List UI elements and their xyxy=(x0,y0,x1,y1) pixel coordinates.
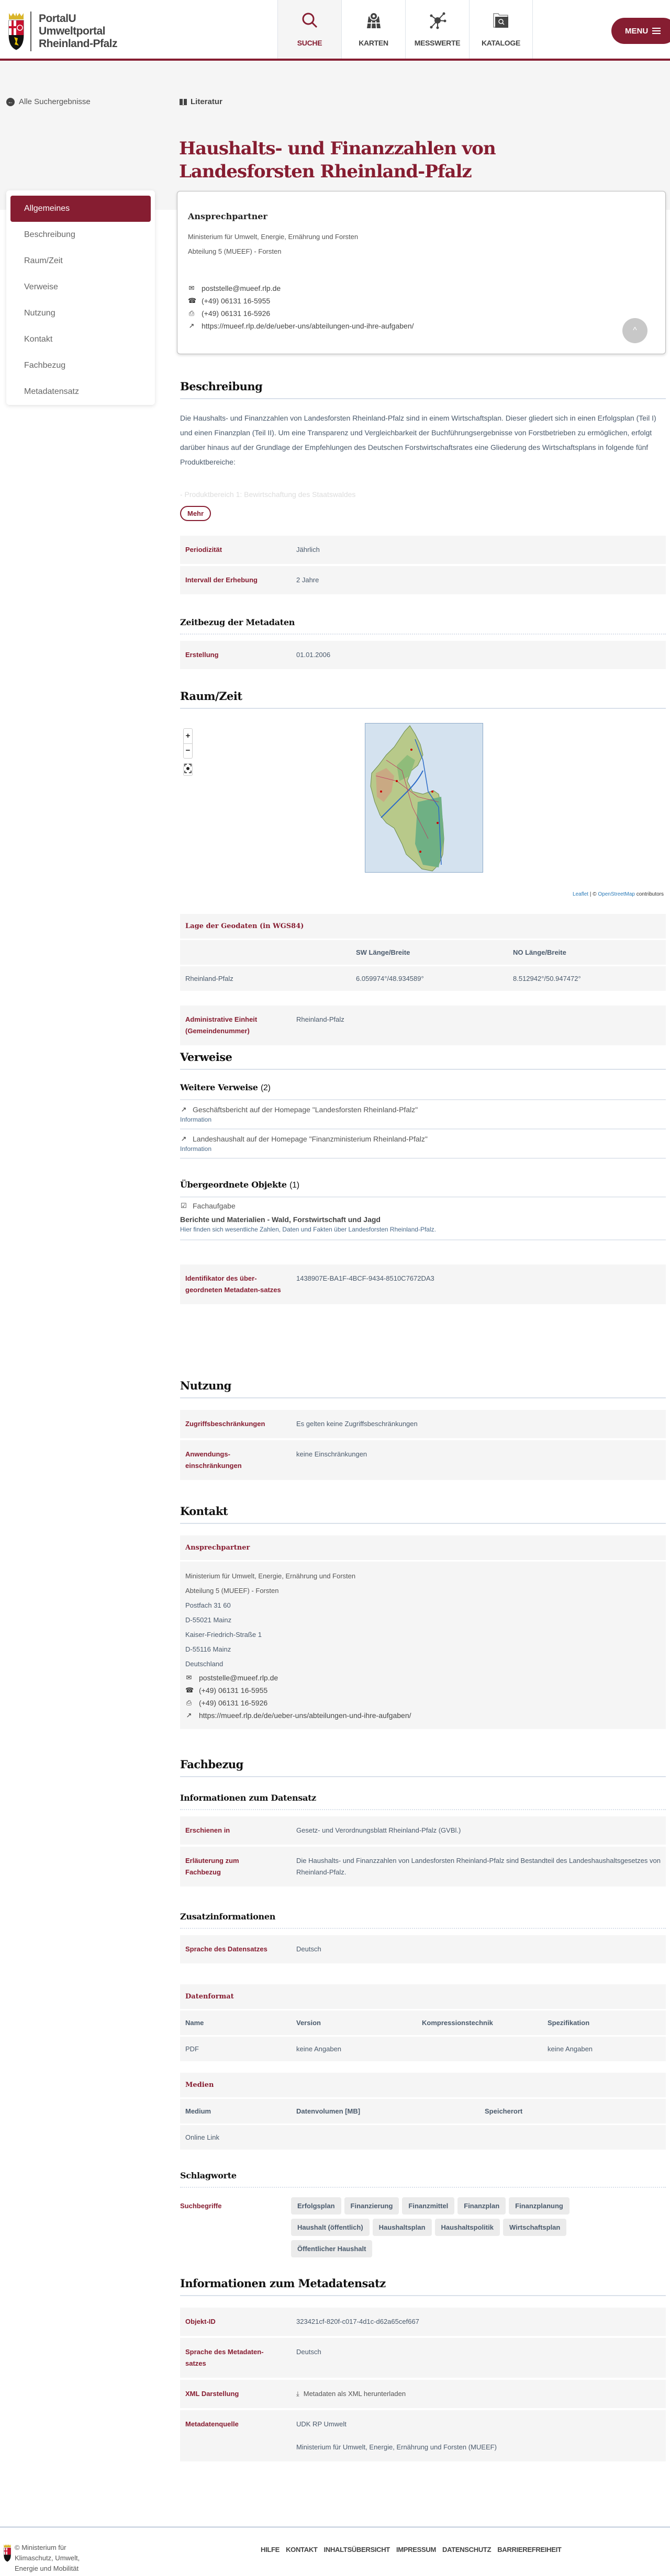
medien-header-row xyxy=(180,2099,666,2123)
heading-beschreibung: Beschreibung xyxy=(180,380,666,399)
logo-line-2: Umweltportal xyxy=(39,25,106,37)
row-label: Erstellung xyxy=(185,651,219,659)
row-label: Zugriffsbeschränkungen xyxy=(185,1420,265,1428)
leaflet-link[interactable]: Leaflet xyxy=(573,891,589,897)
keyword-chip[interactable]: Finanzierung xyxy=(344,2197,399,2215)
keyword-chip[interactable]: Wirtschaftsplan xyxy=(503,2219,566,2236)
geo-no-coords: 8.512942°/50.947472° xyxy=(513,975,581,982)
kontakt-ansprechpartner-heading: Ansprechpartner xyxy=(180,1535,666,1560)
menu-button[interactable] xyxy=(611,18,670,44)
keyword-chip[interactable]: Finanzplanung xyxy=(509,2197,570,2215)
medien-row xyxy=(180,2125,666,2150)
geo-col-no: NO Länge/Breite xyxy=(513,948,566,956)
section-beschreibung xyxy=(180,380,666,671)
cell-kompression xyxy=(422,2045,548,2053)
row-admin-unit xyxy=(180,1005,666,1045)
datenformat-heading: Datenformat xyxy=(180,1984,666,2009)
scroll-to-top-button[interactable] xyxy=(622,318,647,343)
heading-metadatensatz: Informationen zum Metadatensatz xyxy=(180,2277,666,2296)
map-attribution xyxy=(573,891,664,897)
row-label: Anwendungs-einschränkungen xyxy=(185,1450,242,1470)
kontakt-email[interactable] xyxy=(185,1671,661,1684)
heading-fachbezug: Fachbezug xyxy=(180,1758,666,1777)
parent-object-description: Hier finden sich wesentliche Zahlen, Daten und Fakten über Landesforsten Rheinland-Pfalz. xyxy=(180,1226,436,1233)
weitere-verweise-title: Weitere Verweise xyxy=(180,1082,258,1092)
keyword-chip[interactable]: Erfolgsplan xyxy=(291,2197,341,2215)
row-label: Sprache des Metadaten-satzes xyxy=(185,2348,264,2367)
attribution-text: contributors xyxy=(634,891,664,897)
row-value: Deutsch xyxy=(296,1945,321,1953)
nav-messwerte-label: MESSWERTE xyxy=(414,39,461,47)
footer-link-impressum[interactable]: IMPRESSUM xyxy=(396,2546,436,2554)
footer-link-inhaltsuebersicht[interactable]: INHALTSÜBERSICHT xyxy=(323,2546,390,2554)
sidebar-item-fachbezug[interactable]: Fachbezug xyxy=(24,361,66,370)
caret-up-icon: ^ xyxy=(633,326,637,335)
sidebar-item-kontakt[interactable]: Kontakt xyxy=(24,335,53,344)
row-value: UDK RP Umwelt xyxy=(296,2420,347,2428)
external-link-icon: ↗ xyxy=(188,322,195,330)
row-erschienen-in xyxy=(180,1816,666,1845)
medien-heading: Medien xyxy=(180,2073,666,2097)
footer-copyright: © Ministerium für Klimaschutz, Umwelt, Energie und Mobilität xyxy=(15,2544,80,2572)
reference-title: Geschäftsbericht auf der Homepage "Landesforsten Rheinland-Pfalz" xyxy=(193,1105,418,1114)
document-type xyxy=(179,97,222,106)
task-checklist-icon: ☑ xyxy=(181,1202,187,1210)
region-map-image xyxy=(365,723,483,873)
nav-karten[interactable] xyxy=(341,0,405,59)
kontakt-dept: Abteilung 5 (MUEEF) - Forsten xyxy=(185,1587,279,1595)
fax-icon: ⎙ xyxy=(186,1699,192,1707)
datenformat-row xyxy=(180,2037,666,2061)
reference-type: Information xyxy=(180,1116,212,1123)
main-nav xyxy=(277,0,533,59)
external-link-icon: ↗ xyxy=(181,1135,187,1143)
site-header xyxy=(0,0,670,61)
rlp-coat-of-arms-icon xyxy=(3,2543,12,2563)
phone-icon: ☎ xyxy=(188,297,197,304)
kontakt-phone[interactable] xyxy=(185,1684,661,1697)
parent-object-title: Berichte und Materialien - Wald, Forstwirtschaft und Jagd xyxy=(180,1215,381,1224)
kontakt-fax xyxy=(185,1697,661,1709)
kontakt-url[interactable] xyxy=(185,1709,661,1722)
envelope-icon: ✉ xyxy=(186,1674,192,1681)
keyword-chip[interactable]: Haushaltspolitik xyxy=(435,2219,500,2236)
portal-logo[interactable] xyxy=(7,12,117,51)
kontakt-fax-text: (+49) 06131 16-5926 xyxy=(199,1699,268,1707)
keyword-chip[interactable]: Haushaltsplan xyxy=(373,2219,432,2236)
book-icon xyxy=(179,98,187,106)
row-anwendungseinschraenkungen xyxy=(180,1440,666,1480)
row-metadatenquelle xyxy=(180,2410,666,2461)
footer-link-barrierefreiheit[interactable]: BARRIEREFREIHEIT xyxy=(497,2546,562,2554)
keywords-row xyxy=(180,2197,666,2257)
footer-link-hilfe[interactable]: HILFE xyxy=(261,2546,280,2554)
section-raum-zeit xyxy=(180,690,666,1047)
row-label: Sprache des Datensatzes xyxy=(185,1945,267,1953)
document-type-label: Literatur xyxy=(191,97,222,106)
phone-icon: ☎ xyxy=(185,1686,194,1694)
keyword-chip[interactable]: Finanzmittel xyxy=(402,2197,454,2215)
keyword-chip[interactable]: Finanzplan xyxy=(457,2197,506,2215)
col-version: Version xyxy=(296,2019,321,2027)
row-value: Deutsch xyxy=(296,2348,321,2356)
contact-org: Ministerium für Umwelt, Energie, Ernährung und Forsten xyxy=(188,233,359,241)
fax-icon: ⎙ xyxy=(188,309,195,317)
row-label: Objekt-ID xyxy=(185,2318,216,2325)
row-label: Periodizität xyxy=(185,546,222,553)
locate-icon xyxy=(184,764,192,773)
external-link-icon: ↗ xyxy=(181,1105,187,1113)
nav-messwerte[interactable] xyxy=(405,0,469,59)
contact-url[interactable] xyxy=(188,320,655,332)
heading-raum-zeit: Raum/Zeit xyxy=(180,690,666,709)
row-label: XML Darstellung xyxy=(185,2390,239,2398)
contact-dept: Abteilung 5 (MUEEF) - Forsten xyxy=(188,247,282,255)
weitere-verweise-count: (2) xyxy=(260,1083,271,1092)
contact-phone-text: (+49) 06131 16-5955 xyxy=(202,297,271,305)
section-nutzung xyxy=(180,1379,666,1482)
portal-name xyxy=(39,13,117,50)
section-metadatensatz xyxy=(180,2277,666,2464)
section-sidebar xyxy=(6,190,155,405)
col-datenvolumen: Datenvolumen [MB] xyxy=(296,2107,361,2115)
contact-email-text: poststelle@mueef.rlp.de xyxy=(202,284,281,292)
row-periodizitaet xyxy=(180,536,666,564)
parent-object-link[interactable] xyxy=(180,1197,666,1240)
logo-line-3: Rheinland-Pfalz xyxy=(39,38,118,50)
col-medium: Medium xyxy=(185,2107,211,2115)
row-value: 1438907E-BA1F-4BCF-9434-8510C7672DA3 xyxy=(296,1274,434,1282)
more-button[interactable]: Mehr xyxy=(180,506,211,521)
row-label: Intervall der Erhebung xyxy=(185,576,258,584)
geo-region: Rheinland-Pfalz xyxy=(185,975,233,982)
page-title: Haushalts- und Finanzzahlen von Landesforsten Rheinland-Pfalz xyxy=(179,138,496,182)
row-intervall xyxy=(180,566,666,594)
parent-objects-count: (1) xyxy=(289,1181,299,1190)
contact-card-title: Ansprechpartner xyxy=(188,211,267,221)
parent-object-type: Fachaufgabe xyxy=(193,1202,236,1210)
geo-table-header xyxy=(180,940,666,965)
heading-uebergeordnete-objekte xyxy=(180,1180,666,1197)
xml-download-link[interactable] xyxy=(296,2388,406,2400)
sidebar-item-beschreibung[interactable]: Beschreibung xyxy=(24,230,75,239)
heading-info-datensatz: Informationen zum Datensatz xyxy=(180,1793,666,1810)
nav-karten-label: KARTEN xyxy=(359,39,388,47)
cell-version: keine Angaben xyxy=(296,2045,342,2053)
keyword-chips xyxy=(291,2197,616,2257)
heading-schlagworte: Schlagworte xyxy=(180,2171,666,2188)
row-value: 2 Jahre xyxy=(296,576,319,584)
kontakt-address-line: D-55021 Mainz xyxy=(185,1616,232,1624)
kontakt-address-line: D-55116 Mainz xyxy=(185,1645,231,1653)
reference-link-2[interactable] xyxy=(180,1129,666,1159)
footer-link-kontakt[interactable]: KONTAKT xyxy=(286,2546,318,2554)
heading-weitere-verweise xyxy=(180,1082,666,1100)
title-band xyxy=(0,61,670,210)
reference-title: Landeshaushalt auf der Homepage "Finanzministerium Rheinland-Pfalz" xyxy=(193,1135,428,1143)
rlp-coat-of-arms-icon xyxy=(7,12,25,51)
row-value: Rheinland-Pfalz xyxy=(296,1015,344,1023)
contact-url-text: https://mueef.rlp.de/de/ueber-uns/abteilungen-und-ihre-aufgaben/ xyxy=(202,322,414,330)
row-label: Metadatenquelle xyxy=(185,2420,239,2428)
geo-col-sw: SW Länge/Breite xyxy=(356,948,410,956)
row-value: Es gelten keine Zugriffsbeschränkungen xyxy=(296,1420,418,1428)
envelope-icon: ✉ xyxy=(188,284,195,292)
row-objekt-id xyxy=(180,2308,666,2336)
reference-type: Information xyxy=(180,1145,212,1153)
col-speicherort: Speicherort xyxy=(485,2107,523,2115)
row-erstellung xyxy=(180,641,666,669)
heading-verweise: Verweise xyxy=(180,1050,666,1070)
kontakt-address-line: Deutschland xyxy=(185,1660,224,1668)
row-xml-darstellung xyxy=(180,2380,666,2408)
heading-zusatzinformationen: Zusatzinformationen xyxy=(180,1912,666,1929)
xml-download-label: Metadaten als XML herunterladen xyxy=(303,2390,406,2398)
logo-line-1: PortalU xyxy=(39,13,76,25)
heading-zeitbezug: Zeitbezug der Metadaten xyxy=(180,617,666,635)
row-value: keine Einschränkungen xyxy=(296,1450,367,1458)
arrow-left-circle-icon: ← xyxy=(6,98,15,106)
description-faded-text: - Produktbereich 1: Bewirtschaftung des Staatswaldes xyxy=(180,490,356,499)
geo-table-row xyxy=(180,966,666,991)
kontakt-address-line: Kaiser-Friedrich-Straße 1 xyxy=(185,1631,262,1639)
row-label: Erläuterung zum Fachbezug xyxy=(185,1857,239,1876)
section-fachbezug xyxy=(180,1758,666,2257)
nav-suche[interactable] xyxy=(277,0,341,59)
parent-objects-title: Übergeordnete Objekte xyxy=(180,1180,287,1190)
section-kontakt xyxy=(180,1505,666,1729)
keyword-chip[interactable]: Öffentlicher Haushalt xyxy=(291,2240,372,2257)
section-verweise xyxy=(180,1050,666,1306)
row-value-secondary: Ministerium für Umwelt, Energie, Ernährung und Forsten (MUEEF) xyxy=(296,2443,497,2451)
reference-link-1[interactable] xyxy=(180,1100,666,1129)
contact-email[interactable] xyxy=(188,282,655,295)
col-kompression: Kompressionstechnik xyxy=(422,2019,493,2027)
contact-fax xyxy=(188,307,655,320)
nav-suche-label: SUCHE xyxy=(297,39,322,47)
sidebar-item-allgemeines[interactable]: Allgemeines xyxy=(10,196,151,222)
back-to-results-link[interactable] xyxy=(6,97,91,106)
search-icon xyxy=(301,12,319,29)
row-value: 323421cf-820f-c017-4d1c-d62a65cef667 xyxy=(296,2318,419,2325)
footer-link-datenschutz[interactable]: DATENSCHUTZ xyxy=(442,2546,492,2554)
row-value: Gesetz- und Verordnungsblatt Rheinland-Pfalz (GVBl.) xyxy=(296,1826,461,1834)
download-icon: ⤓ xyxy=(296,2390,299,2398)
contact-fax-text: (+49) 06131 16-5926 xyxy=(202,309,271,318)
network-icon xyxy=(429,12,446,29)
zoom-in-button[interactable]: + xyxy=(184,729,192,744)
cell-name: PDF xyxy=(185,2045,199,2053)
row-erlaeuterung xyxy=(180,1847,666,1886)
kontakt-address-line: Postfach 31 60 xyxy=(185,1601,231,1609)
geo-sw-coords: 6.059974°/48.934589° xyxy=(356,975,424,982)
medien-table xyxy=(180,2073,666,2150)
attribution-separator: | © xyxy=(588,891,598,897)
keyword-chip[interactable]: Haushalt (öffentlich) xyxy=(291,2219,370,2236)
locate-button[interactable] xyxy=(183,763,193,776)
menu-label: MENU xyxy=(625,26,649,36)
row-zugriffsbeschraenkungen xyxy=(180,1410,666,1438)
contact-card xyxy=(177,191,666,354)
external-link-icon: ↗ xyxy=(186,1711,192,1719)
nav-kataloge[interactable] xyxy=(469,0,533,59)
cell-datenvolumen xyxy=(296,2133,485,2141)
hamburger-icon xyxy=(652,28,661,34)
site-footer xyxy=(0,2526,670,2576)
map-view[interactable] xyxy=(180,709,666,897)
heading-kontakt: Kontakt xyxy=(180,1505,666,1524)
back-link-label: Alle Suchergebnisse xyxy=(19,97,91,106)
row-value: 01.01.2006 xyxy=(296,651,331,659)
zoom-controls xyxy=(183,728,193,759)
footer-nav xyxy=(261,2546,563,2554)
description-text: Die Haushalts- und Finanzzahlen von Landesforsten Rheinland-Pfalz sind in einem Wirtschaftsplan. Dieser gliedert sich in einen Erfolgsplan (Teil I) und einen Finanzplan (Teil II). Um eine Transparenz und Vergleichbarkeit der Buchführungsergebnisse von Forstbetrieben zu ermöglichen, erfolgt darüber hinaus auf der Grundlage der Empfehlungen des Deutschen Forstwirtschaftsrates eine Gliederung des Wirtschaftsplans in folgende fünf Produktbereiche: xyxy=(180,414,656,466)
sidebar-item-verweise[interactable]: Verweise xyxy=(24,283,58,291)
row-label: Administrative Einheit (Gemeindenummer) xyxy=(185,1015,258,1035)
col-name: Name xyxy=(185,2019,204,2027)
row-sprache-metadaten xyxy=(180,2338,666,2378)
row-value: Die Haushalts- und Finanzzahlen von Landesforsten Rheinland-Pfalz sind Bestandteil des Landeshaushaltsgesetzes von Rheinland-Pfalz. xyxy=(296,1857,661,1876)
row-value: Jährlich xyxy=(296,546,320,553)
heading-nutzung: Nutzung xyxy=(180,1379,666,1398)
datenformat-table xyxy=(180,1984,666,2061)
kontakt-phone-text: (+49) 06131 16-5955 xyxy=(199,1686,268,1694)
kontakt-email-text: poststelle@mueef.rlp.de xyxy=(199,1674,278,1682)
kontakt-url-text: https://mueef.rlp.de/de/ueber-uns/abteilungen-und-ihre-aufgaben/ xyxy=(199,1711,411,1720)
sidebar-item-nutzung[interactable]: Nutzung xyxy=(24,309,55,318)
row-label: Identifikator des über-geordneten Metadaten-satzes xyxy=(185,1274,281,1294)
osm-link[interactable]: OpenStreetMap xyxy=(598,891,635,897)
geo-table-heading: Lage der Geodaten (in WGS84) xyxy=(180,914,666,939)
kontakt-org: Ministerium für Umwelt, Energie, Ernährung und Forsten xyxy=(185,1572,356,1580)
row-label: Erschienen in xyxy=(185,1826,230,1834)
sidebar-item-raum-zeit[interactable]: Raum/Zeit xyxy=(24,256,63,265)
cell-spezifikation: keine Angaben xyxy=(548,2045,593,2053)
keywords-label: Suchbegriffe xyxy=(180,2202,222,2210)
row-parent-identifier xyxy=(180,1264,666,1304)
contact-phone[interactable] xyxy=(188,295,655,307)
logo-divider xyxy=(30,12,31,51)
cell-medium: Online Link xyxy=(185,2133,220,2141)
geo-col-blank xyxy=(185,948,356,956)
zoom-out-button[interactable]: − xyxy=(185,746,191,755)
nav-kataloge-label: KATALOGE xyxy=(481,39,521,47)
col-spezifikation: Spezifikation xyxy=(548,2019,590,2027)
sidebar-item-metadatensatz[interactable]: Metadatensatz xyxy=(24,387,79,396)
datenformat-header-row xyxy=(180,2010,666,2035)
map-pin-icon xyxy=(366,12,382,29)
kontakt-details xyxy=(180,1562,666,1729)
row-sprache-datensatz xyxy=(180,1935,666,1963)
catalog-folder-icon xyxy=(492,12,510,29)
